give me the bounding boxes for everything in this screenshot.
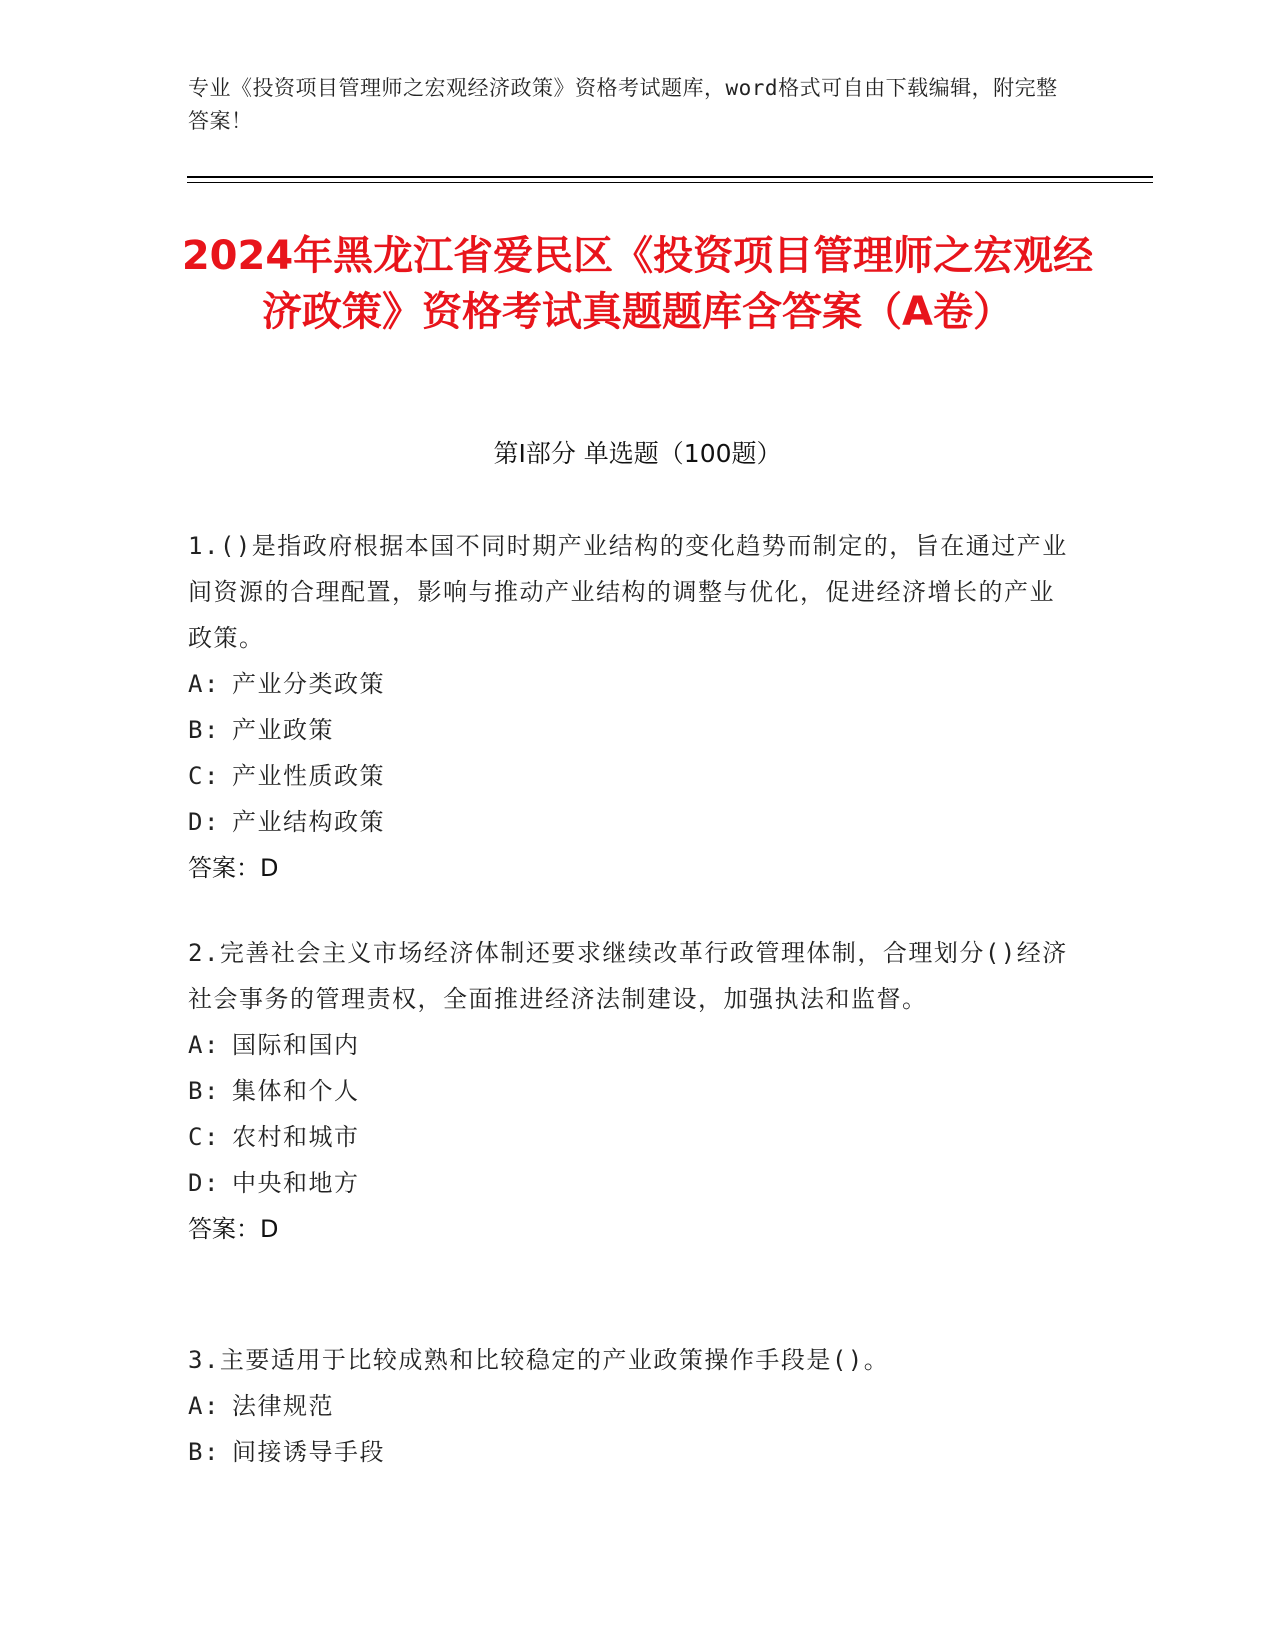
option-b [188,1068,1068,1114]
document-title: 2024年黑龙江省爱民区《投资项目管理师之宏观经济政策》资格考试真题题库含答案（A卷） [181,233,1094,335]
option-c [188,753,1068,799]
option-label: 产业性质政策 [232,762,385,790]
option-key: A: [188,1031,220,1059]
option-label: 间接诱导手段 [232,1438,385,1466]
header-note: 专业《投资项目管理师之宏观经济政策》资格考试题库，word格式可自由下载编辑，附完整答案！ [188,76,1058,133]
header-divider-thick [187,176,1153,178]
question-text: 2.完善社会主义市场经济体制还要求继续改革行政管理体制，合理划分()经济社会事务的管理责权，全面推进经济法制建设，加强执法和监督。 [188,939,1068,1013]
option-key: B: [188,1438,220,1466]
option-label: 法律规范 [232,1392,334,1420]
option-d [188,1160,1068,1206]
option-b [188,707,1068,753]
option-label: 国际和国内 [232,1031,360,1059]
option-key: D: [188,1169,220,1197]
option-a [188,661,1068,707]
answer: 答案：D [188,1215,279,1243]
option-c [188,1114,1068,1160]
header-divider-thin [187,182,1153,183]
question-text: 1.()是指政府根据本国不同时期产业结构的变化趋势而制定的，旨在通过产业间资源的合理配置，影响与推动产业结构的调整与优化，促进经济增长的产业政策。 [188,532,1068,652]
option-key: B: [188,1077,220,1105]
option-a [188,1022,1068,1068]
option-label: 产业政策 [232,716,334,744]
option-key: B: [188,716,220,744]
section-heading: 第Ⅰ部分 单选题（100题） [493,439,782,468]
option-label: 农村和城市 [232,1123,360,1151]
option-key: C: [188,762,220,790]
option-b [188,1429,1068,1475]
option-label: 中央和地方 [232,1169,360,1197]
question-3 [188,1337,1068,1475]
option-key: D: [188,808,220,836]
option-label: 集体和个人 [232,1077,360,1105]
question-2 [188,930,1068,1252]
question-text: 3.主要适用于比较成熟和比较稳定的产业政策操作手段是()。 [188,1346,890,1374]
question-1 [188,523,1068,891]
option-label: 产业分类政策 [232,670,385,698]
option-key: C: [188,1123,220,1151]
option-label: 产业结构政策 [232,808,385,836]
option-d [188,799,1068,845]
answer: 答案：D [188,854,279,882]
option-key: A: [188,1392,220,1420]
option-a [188,1383,1068,1429]
option-key: A: [188,670,220,698]
